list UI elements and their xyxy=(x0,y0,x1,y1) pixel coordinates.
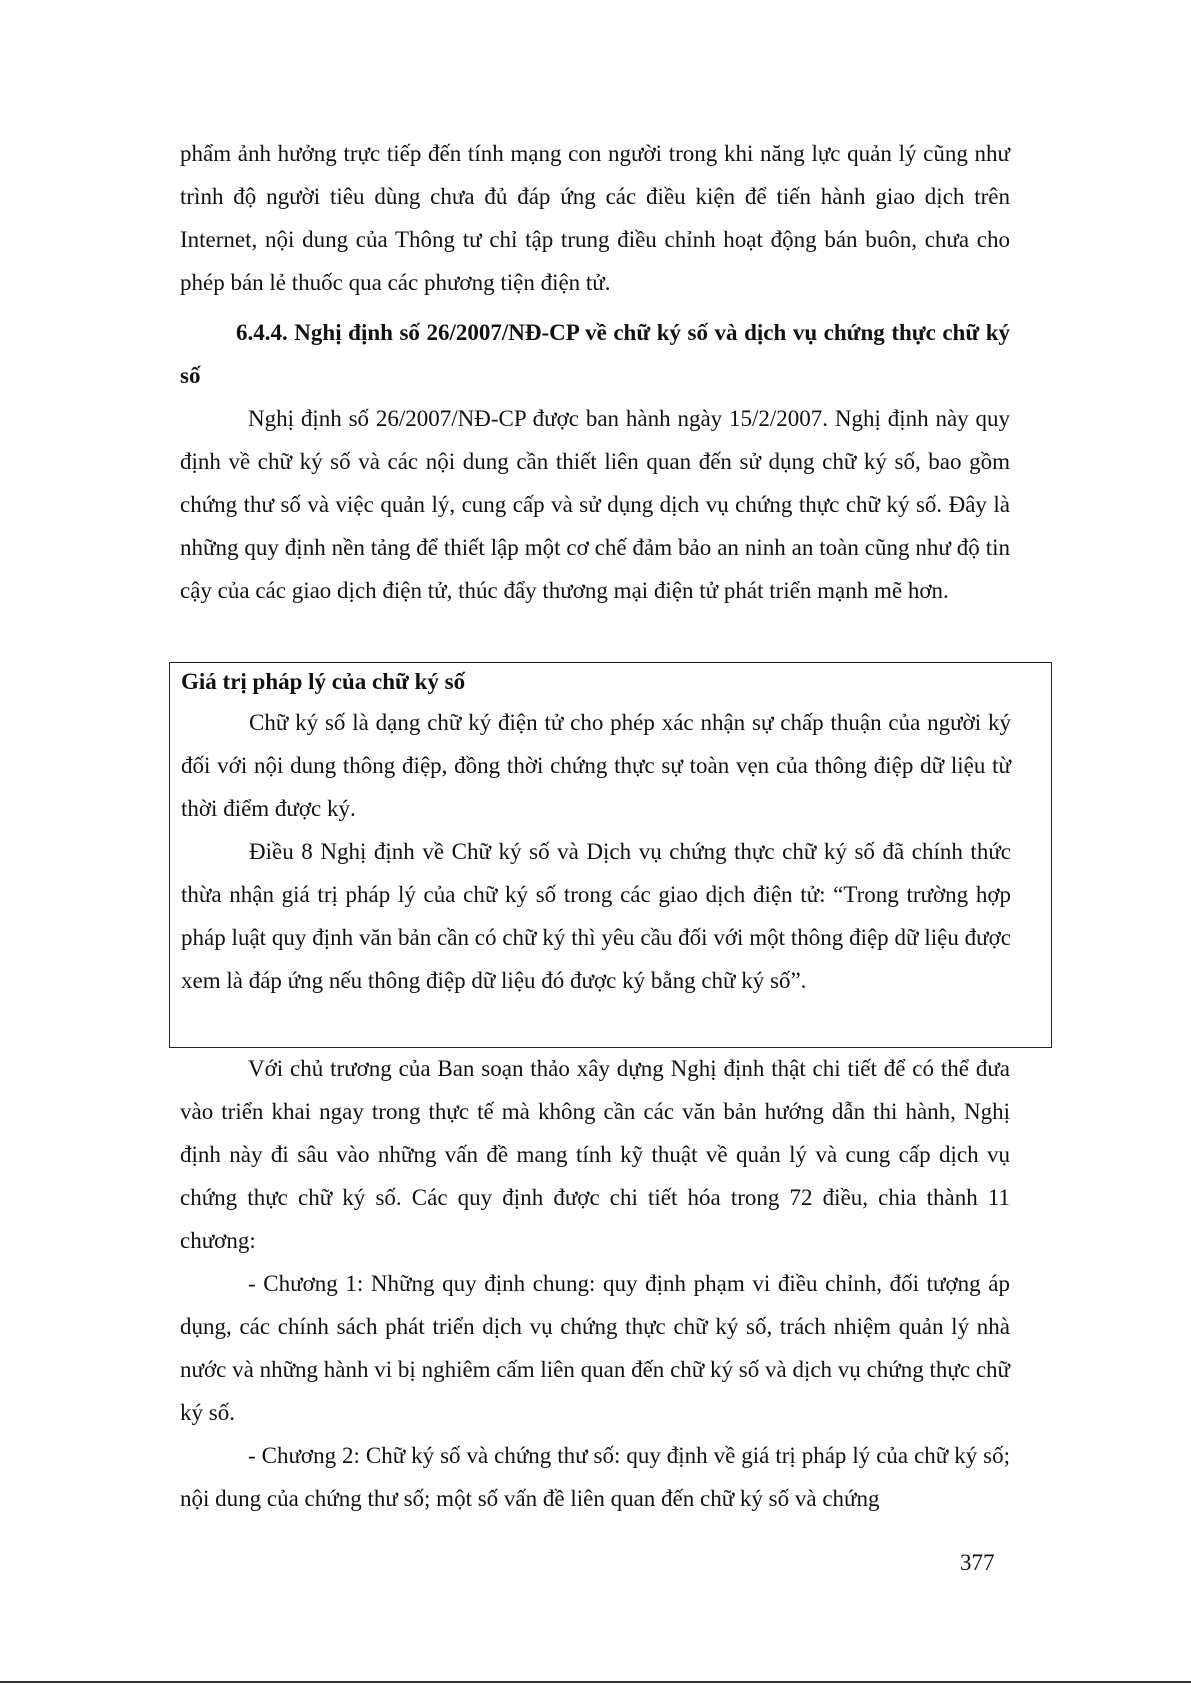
page-number: 377 xyxy=(960,1550,995,1575)
paragraph-intro xyxy=(180,397,1010,612)
paragraph-structure: Với chủ trương của Ban soạn thảo xây dựng Nghị định thật chi tiết để có thể đưa vào triển khai ngay trong thực tế mà không cần các văn bản hướng dẫn thi hành, Nghị định này đi sâu vào những vấn đề mang tính kỹ thuật về quản lý và cung cấp dịch vụ chứng thực chữ ký số. Các quy định được chi tiết hóa trong 72 điều, chia thành 11 chương: xyxy=(180,1056,1010,1253)
callout-paragraph-2: Điều 8 Nghị định về Chữ ký số và Dịch vụ chứng thực chữ ký số đã chính thức thừa nhận giá trị pháp lý của chữ ký số trong các giao dịch điện tử: “Trong trường hợp pháp luật quy định văn bản cần có chữ ký thì yêu cầu đối với một thông điệp dữ liệu được xem là đáp ứng nếu thông điệp dữ liệu đó được ký bằng chữ ký số”. xyxy=(181,839,1011,993)
bottom-rule xyxy=(0,1681,1191,1683)
callout-paragraph-1: Chữ ký số là dạng chữ ký điện tử cho phép xác nhận sự chấp thuận của người ký đối với nội dung thông điệp, đồng thời chứng thực sự toàn vẹn của thông điệp dữ liệu từ thời điểm được ký. xyxy=(181,710,1011,821)
section-heading-text: 6.4.4. Nghị định số 26/2007/NĐ-CP về chữ ký số và dịch vụ chứng thực chữ ký số xyxy=(180,320,1010,388)
paragraphs-after-callout xyxy=(180,1047,1010,1520)
callout-content xyxy=(181,663,1011,1002)
section-heading xyxy=(180,311,1010,397)
paragraph-top-text: phẩm ảnh hưởng trực tiếp đến tính mạng con người trong khi năng lực quản lý cũng như trình độ người tiêu dùng chưa đủ đáp ứng các điều kiện để tiến hành giao dịch trên Internet, nội dung của Thông tư chỉ tập trung điều chỉnh hoạt động bán buôn, chưa cho phép bán lẻ thuốc qua các phương tiện điện tử. xyxy=(180,141,1010,295)
callout-title: Giá trị pháp lý của chữ ký số xyxy=(181,669,466,694)
paragraph-chapter-2: - Chương 2: Chữ ký số và chứng thư số: quy định về giá trị pháp lý của chữ ký số; nội dung của chứng thư số; một số vấn đề liên quan đến chữ ký số và chứng xyxy=(180,1443,1010,1511)
paragraph-continuation xyxy=(180,132,1010,304)
paragraph-intro-text: Nghị định số 26/2007/NĐ-CP được ban hành ngày 15/2/2007. Nghị định này quy định về chữ ký số và các nội dung cần thiết liên quan đến sử dụng chữ ký số, bao gồm chứng thư số và việc quản lý, cung cấp và sử dụng dịch vụ chứng thực chữ ký số. Đây là những quy định nền tảng để thiết lập một cơ chế đảm bảo an ninh an toàn cũng như độ tin cậy của các giao dịch điện tử, thúc đẩy thương mại điện tử phát triển mạnh mẽ hơn. xyxy=(180,406,1010,603)
callout-box xyxy=(169,662,1052,1048)
paragraph-chapter-1: - Chương 1: Những quy định chung: quy định phạm vi điều chỉnh, đối tượng áp dụng, các chính sách phát triển dịch vụ chứng thực chữ ký số, trách nhiệm quản lý nhà nước và những hành vi bị nghiêm cấm liên quan đến chữ ký số và dịch vụ chứng thực chữ ký số. xyxy=(180,1271,1010,1425)
